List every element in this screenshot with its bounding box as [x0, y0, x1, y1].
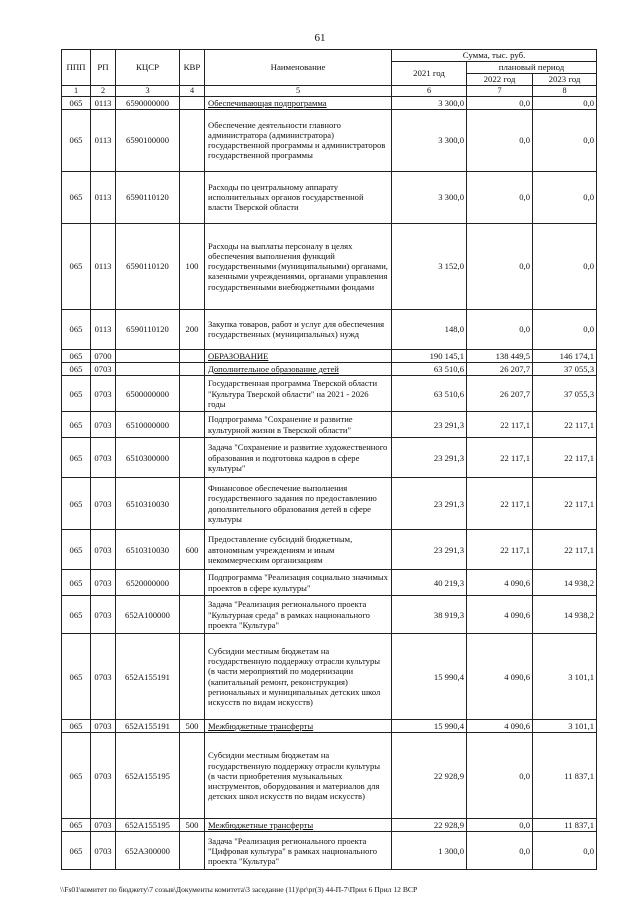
cell-2021: 15 990,4 — [392, 720, 467, 733]
cell-ppp: 065 — [62, 171, 91, 223]
col-number: 5 — [205, 86, 392, 97]
cell-2023: 37 055,3 — [533, 362, 597, 375]
cell-ppp: 065 — [62, 349, 91, 362]
cell-2022: 0,0 — [467, 733, 533, 819]
col-number: 6 — [392, 86, 467, 97]
table-row — [62, 412, 597, 438]
cell-kcsr: 652A155195 — [116, 733, 180, 819]
cell-kvr — [180, 570, 205, 596]
cell-2023: 3 101,1 — [533, 720, 597, 733]
cell-name: Дополнительное образование детей — [205, 362, 392, 375]
cell-name: Расходы по центральному аппарату исполнительных органов государственной власти Тверской области — [205, 171, 392, 223]
cell-ppp: 065 — [62, 596, 91, 634]
col-number: 2 — [91, 86, 116, 97]
cell-rp: 0113 — [91, 109, 116, 171]
cell-name: Финансовое обеспечение выполнения государственного задания по предоставлению дополнительного образования детей в сфере культуры — [205, 478, 392, 530]
page-number: 61 — [314, 32, 326, 44]
cell-2023: 14 938,2 — [533, 596, 597, 634]
cell-kcsr: 6590000000 — [116, 96, 180, 109]
cell-rp: 0703 — [91, 570, 116, 596]
cell-ppp: 065 — [62, 832, 91, 870]
cell-2021: 3 300,0 — [392, 109, 467, 171]
cell-name: Задача "Сохранение и развитие художественного образования и подготовка кадров в сфере культуры" — [205, 438, 392, 478]
cell-2021: 3 152,0 — [392, 223, 467, 309]
cell-kvr: 500 — [180, 720, 205, 733]
cell-2022: 22 117,1 — [467, 412, 533, 438]
col-number: 8 — [533, 86, 597, 97]
cell-kcsr: 6510310030 — [116, 530, 180, 570]
table-row — [62, 96, 597, 109]
cell-kcsr: 652A155195 — [116, 819, 180, 832]
cell-rp: 0703 — [91, 478, 116, 530]
table-row — [62, 596, 597, 634]
cell-ppp: 065 — [62, 438, 91, 478]
cell-kcsr: 6500000000 — [116, 376, 180, 412]
cell-kcsr: 6510310030 — [116, 478, 180, 530]
cell-rp: 0703 — [91, 733, 116, 819]
cell-2021: 23 291,3 — [392, 412, 467, 438]
header-2021: 2021 год — [392, 62, 467, 86]
table-row — [62, 819, 597, 832]
cell-kvr — [180, 438, 205, 478]
cell-rp: 0703 — [91, 634, 116, 720]
cell-ppp: 065 — [62, 109, 91, 171]
table-row — [62, 478, 597, 530]
cell-2023: 22 117,1 — [533, 530, 597, 570]
cell-kvr: 200 — [180, 309, 205, 349]
cell-rp: 0113 — [91, 309, 116, 349]
cell-2021: 38 919,3 — [392, 596, 467, 634]
table-body — [62, 96, 597, 870]
cell-kcsr: 652A155191 — [116, 634, 180, 720]
cell-kvr — [180, 832, 205, 870]
cell-kvr — [180, 412, 205, 438]
cell-2021: 23 291,3 — [392, 438, 467, 478]
cell-2021: 3 300,0 — [392, 96, 467, 109]
cell-rp: 0703 — [91, 832, 116, 870]
cell-kcsr — [116, 362, 180, 375]
cell-ppp: 065 — [62, 819, 91, 832]
cell-rp: 0113 — [91, 96, 116, 109]
header-kvr: КВР — [180, 50, 205, 86]
table-row — [62, 634, 597, 720]
cell-2022: 26 207,7 — [467, 376, 533, 412]
cell-2022: 0,0 — [467, 819, 533, 832]
cell-2021: 3 300,0 — [392, 171, 467, 223]
cell-ppp: 065 — [62, 733, 91, 819]
cell-kvr — [180, 96, 205, 109]
cell-kcsr: 6590100000 — [116, 109, 180, 171]
col-number: 3 — [116, 86, 180, 97]
cell-kcsr: 6510000000 — [116, 412, 180, 438]
table-row — [62, 530, 597, 570]
cell-2021: 22 928,9 — [392, 733, 467, 819]
cell-2023: 146 174,1 — [533, 349, 597, 362]
cell-kvr — [180, 596, 205, 634]
cell-name: Подпрограмма "Реализация социально значимых проектов в сфере культуры" — [205, 570, 392, 596]
cell-2022: 22 117,1 — [467, 478, 533, 530]
cell-ppp: 065 — [62, 376, 91, 412]
cell-2023: 0,0 — [533, 309, 597, 349]
cell-2022: 4 090,6 — [467, 596, 533, 634]
cell-kcsr: 652A300000 — [116, 832, 180, 870]
cell-kcsr — [116, 349, 180, 362]
header-kcsr: КЦСР — [116, 50, 180, 86]
cell-2023: 0,0 — [533, 832, 597, 870]
cell-kcsr: 6520000000 — [116, 570, 180, 596]
col-number: 7 — [467, 86, 533, 97]
cell-rp: 0703 — [91, 530, 116, 570]
cell-2022: 0,0 — [467, 309, 533, 349]
cell-rp: 0703 — [91, 438, 116, 478]
cell-rp: 0703 — [91, 362, 116, 375]
cell-2021: 63 510,6 — [392, 376, 467, 412]
footer-path: \\Fs01\комитет по бюджету\7 созыв\Документы комитета\3 заседание (11)\pr\pr(3) 44-П-7\Прил 6 Прил 12 ВСР — [60, 885, 418, 894]
cell-rp: 0703 — [91, 819, 116, 832]
table-row — [62, 171, 597, 223]
cell-kvr — [180, 478, 205, 530]
cell-name: Задача "Реализация регионального проекта "Цифровая культура" в рамках национального проекта "Культура" — [205, 832, 392, 870]
cell-2023: 11 837,1 — [533, 819, 597, 832]
cell-2022: 0,0 — [467, 96, 533, 109]
cell-kvr — [180, 634, 205, 720]
budget-table — [61, 49, 597, 870]
cell-name: Межбюджетные трансферты — [205, 819, 392, 832]
cell-kvr — [180, 362, 205, 375]
cell-kvr: 100 — [180, 223, 205, 309]
cell-2021: 22 928,9 — [392, 819, 467, 832]
cell-name: Межбюджетные трансферты — [205, 720, 392, 733]
cell-ppp: 065 — [62, 362, 91, 375]
cell-2021: 190 145,1 — [392, 349, 467, 362]
cell-ppp: 065 — [62, 530, 91, 570]
cell-2021: 63 510,6 — [392, 362, 467, 375]
table-row — [62, 362, 597, 375]
cell-2021: 148,0 — [392, 309, 467, 349]
table-row — [62, 349, 597, 362]
cell-2022: 4 090,6 — [467, 634, 533, 720]
cell-2023: 3 101,1 — [533, 634, 597, 720]
cell-2023: 22 117,1 — [533, 438, 597, 478]
cell-2023: 22 117,1 — [533, 478, 597, 530]
table-row — [62, 832, 597, 870]
cell-2022: 0,0 — [467, 223, 533, 309]
col-number: 4 — [180, 86, 205, 97]
cell-kcsr: 6590110120 — [116, 223, 180, 309]
cell-rp: 0703 — [91, 376, 116, 412]
cell-name: Расходы на выплаты персоналу в целях обеспечения выполнения функций государственными (муниципальными) органами, казенными учреждениями, органами управления государственными внебюджетными фондами — [205, 223, 392, 309]
cell-kcsr: 652A100000 — [116, 596, 180, 634]
cell-2022: 22 117,1 — [467, 438, 533, 478]
cell-2021: 23 291,3 — [392, 530, 467, 570]
cell-2022: 0,0 — [467, 832, 533, 870]
cell-2022: 4 090,6 — [467, 720, 533, 733]
header-rp: РП — [91, 50, 116, 86]
table-row — [62, 733, 597, 819]
cell-name: Закупка товаров, работ и услуг для обеспечения государственных (муниципальных) нужд — [205, 309, 392, 349]
cell-ppp: 065 — [62, 570, 91, 596]
cell-name: Обеспечение деятельности главного администратора (администратора) государственной программы и администраторов государственной программы — [205, 109, 392, 171]
cell-2021: 15 990,4 — [392, 634, 467, 720]
cell-2022: 0,0 — [467, 109, 533, 171]
cell-ppp: 065 — [62, 309, 91, 349]
cell-2023: 22 117,1 — [533, 412, 597, 438]
header-sum: Сумма, тыс. руб. — [392, 50, 597, 62]
cell-ppp: 065 — [62, 96, 91, 109]
header-2022: 2022 год — [467, 74, 533, 86]
cell-name: Подпрограмма "Сохранение и развитие культурной жизни в Тверской области" — [205, 412, 392, 438]
cell-2023: 14 938,2 — [533, 570, 597, 596]
cell-rp: 0113 — [91, 223, 116, 309]
table-row — [62, 223, 597, 309]
cell-name: ОБРАЗОВАНИЕ — [205, 349, 392, 362]
cell-rp: 0700 — [91, 349, 116, 362]
cell-name: Государственная программа Тверской области "Культура Тверской области" на 2021 - 2026 годы — [205, 376, 392, 412]
cell-2022: 4 090,6 — [467, 570, 533, 596]
cell-2021: 1 300,0 — [392, 832, 467, 870]
header-ppp: ППП — [62, 50, 91, 86]
table-row — [62, 720, 597, 733]
cell-rp: 0703 — [91, 720, 116, 733]
cell-ppp: 065 — [62, 412, 91, 438]
cell-2021: 23 291,3 — [392, 478, 467, 530]
cell-name: Субсидии местным бюджетам на государственную поддержку отрасли культуры (в части приобретения музыкальных инструментов, оборудования и материалов для детских школ искусств по видам искусств) — [205, 733, 392, 819]
cell-2023: 0,0 — [533, 171, 597, 223]
cell-2022: 0,0 — [467, 171, 533, 223]
header-2023: 2023 год — [533, 74, 597, 86]
cell-ppp: 065 — [62, 223, 91, 309]
cell-ppp: 065 — [62, 720, 91, 733]
cell-kvr — [180, 171, 205, 223]
cell-rp: 0703 — [91, 412, 116, 438]
cell-name: Задача "Реализация регионального проекта "Культурная среда" в рамках национального проекта "Культура" — [205, 596, 392, 634]
table-row — [62, 309, 597, 349]
header-name: Наименование — [205, 50, 392, 86]
cell-name: Обеспечивающая подпрограмма — [205, 96, 392, 109]
header-plan-period: плановый период — [467, 62, 597, 74]
cell-2022: 22 117,1 — [467, 530, 533, 570]
cell-rp: 0113 — [91, 171, 116, 223]
cell-2023: 11 837,1 — [533, 733, 597, 819]
cell-kvr — [180, 109, 205, 171]
cell-kvr: 600 — [180, 530, 205, 570]
cell-kcsr: 652A155191 — [116, 720, 180, 733]
cell-kcsr: 6590110120 — [116, 309, 180, 349]
cell-ppp: 065 — [62, 478, 91, 530]
cell-2021: 40 219,3 — [392, 570, 467, 596]
cell-kcsr: 6590110120 — [116, 171, 180, 223]
cell-2023: 0,0 — [533, 223, 597, 309]
table-row — [62, 376, 597, 412]
cell-2022: 26 207,7 — [467, 362, 533, 375]
table-row — [62, 570, 597, 596]
col-number: 1 — [62, 86, 91, 97]
table-row — [62, 109, 597, 171]
cell-ppp: 065 — [62, 634, 91, 720]
cell-name: Субсидии местным бюджетам на государственную поддержку отрасли культуры (в части мероприятий по модернизации (капитальный ремонт, реконструкция) региональных и муниципальных детских школ искусств по видам искусств) — [205, 634, 392, 720]
cell-name: Предоставление субсидий бюджетным, автономным учреждениям и иным некоммерческим организациям — [205, 530, 392, 570]
cell-2023: 0,0 — [533, 109, 597, 171]
cell-kvr — [180, 349, 205, 362]
cell-kvr — [180, 733, 205, 819]
cell-2023: 0,0 — [533, 96, 597, 109]
cell-kvr — [180, 376, 205, 412]
cell-2022: 138 449,5 — [467, 349, 533, 362]
table-row — [62, 438, 597, 478]
cell-kvr: 500 — [180, 819, 205, 832]
cell-2023: 37 055,3 — [533, 376, 597, 412]
cell-rp: 0703 — [91, 596, 116, 634]
cell-kcsr: 6510300000 — [116, 438, 180, 478]
